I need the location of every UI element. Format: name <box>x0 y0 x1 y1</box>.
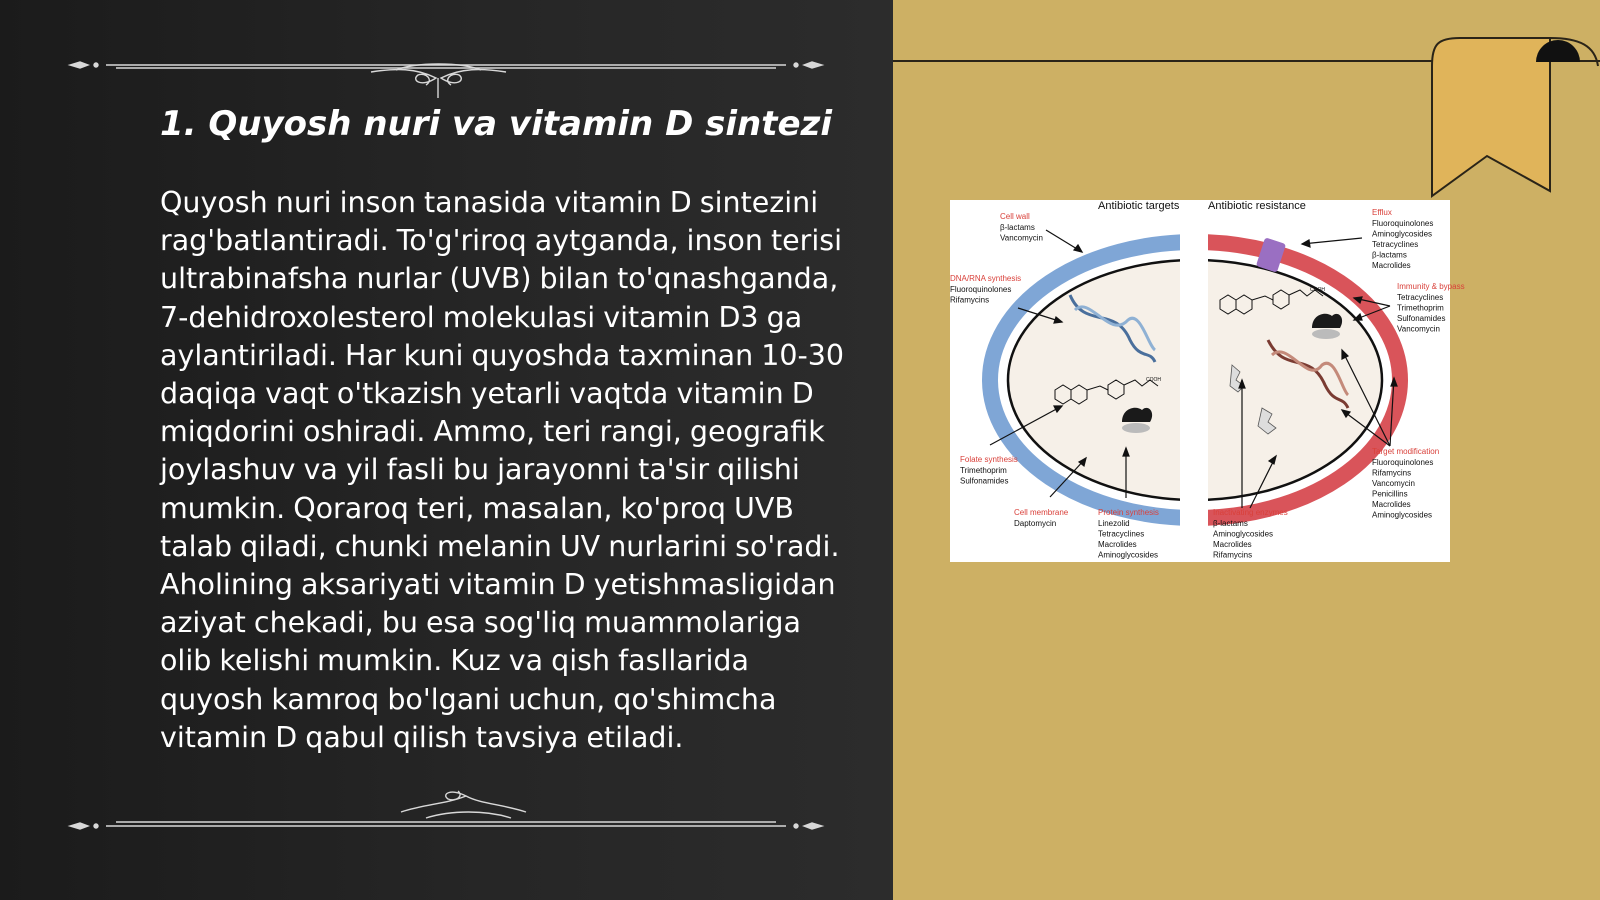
right-group-title: Efflux <box>1372 208 1392 217</box>
right-group-item: Aminoglycosides <box>1372 229 1433 239</box>
right-group-item: Rifamycins <box>1213 550 1253 560</box>
slide-title: 1. Quyosh nuri va vitamin D sintezi <box>160 104 832 144</box>
cooh-label: COOH <box>1146 377 1161 383</box>
left-group-item: β-lactams <box>1000 223 1035 232</box>
right-group-item: β-lactams <box>1213 519 1248 528</box>
left-group-item: Daptomycin <box>1014 519 1057 528</box>
antibiotic-diagram <box>950 200 1465 562</box>
right-group-item: Aminoglycosides <box>1213 529 1274 539</box>
antibiotic-diagram-svg <box>950 200 1465 562</box>
cooh-label: COOH <box>1310 287 1325 293</box>
right-group-item: Vancomycin <box>1372 479 1415 488</box>
left-group-title: Folate synthesis <box>960 455 1018 464</box>
slide-body-text: Quyosh nuri inson tanasida vitamin D sintezini rag'batlantiradi. To'g'riroq aytganda, inson terisi ultrabinafsha nurlar (UVB) bilan to'qnashganda, 7-dehidroxolesterol molekulasi vitamin D3 ga aylantiriladi. Har kuni quyoshda taxminan 10-30 daqiqa vaqt o'tkazish yetarli vaqtda vitamin D miqdorini oshiradi. Ammo, teri rangi, geografik joylashuv va yil fasli bu jarayonni ta'sir qilishi mumkin. Qoraroq teri, masalan, ko'proq UVB talab qiladi, chunki melanin UV nurlarini so'radi. Aholining aksariyati vitamin D yetishmasligidan aziyat chekadi, bu esa sog'liq muammolariga olib kelishi mumkin. Kuz va qish fasllarida quyosh kamroq bo'lgani uchun, qo'shimcha vitamin D qabul qilish tavsiya etiladi. <box>160 186 845 754</box>
left-group-title: Cell wall <box>1000 212 1030 221</box>
left-group-item: Fluoroquinolones <box>950 285 1012 294</box>
heading-antibiotic-resistance: Antibiotic resistance <box>1208 200 1306 212</box>
left-group-item: Sulfonamides <box>960 476 1009 486</box>
right-group-item: Aminoglycosides <box>1372 510 1433 520</box>
right-group-item: Sulfonamides <box>1397 314 1446 323</box>
right-group-item: Tetracyclines <box>1372 240 1419 249</box>
left-group-item: Rifamycins <box>950 295 990 305</box>
left-group-item: Trimethoprim <box>960 466 1007 475</box>
right-group-item: Macrolides <box>1372 261 1411 270</box>
right-group-title: Immunity & bypass <box>1397 282 1465 291</box>
bookmark-ribbon-icon <box>1430 36 1600 206</box>
left-group-item: Linezolid <box>1098 519 1130 528</box>
left-group-item: Tetracyclines <box>1098 529 1145 539</box>
right-group-item: Vancomycin <box>1397 324 1440 334</box>
left-group-item: Vancomycin <box>1000 233 1043 243</box>
right-group-item: β-lactams <box>1372 250 1407 260</box>
left-group-item: Aminoglycosides <box>1098 550 1159 560</box>
right-group-item: Fluoroquinolones <box>1372 458 1434 467</box>
left-group-title: Cell membrane <box>1014 508 1069 517</box>
left-group-title: Protein synthesis <box>1098 508 1159 517</box>
heading-antibiotic-targets: Antibiotic targets <box>1098 200 1180 212</box>
flourish-divider-icon <box>66 782 826 832</box>
right-group-item: Macrolides <box>1372 500 1411 509</box>
flourish-divider-icon <box>66 48 826 98</box>
right-group-item: Fluoroquinolones <box>1372 219 1434 228</box>
right-group-item: Macrolides <box>1213 540 1252 549</box>
right-group-item: Penicillins <box>1372 489 1408 499</box>
right-group-item: Trimethoprim <box>1397 303 1444 313</box>
left-group-item: Macrolides <box>1098 540 1137 549</box>
right-group-title: Target modification <box>1372 447 1440 456</box>
left-group-title: DNA/RNA synthesis <box>950 274 1022 283</box>
right-group-item: Tetracyclines <box>1397 293 1444 302</box>
right-group-title: Inactivating enzymes <box>1213 508 1288 517</box>
right-group-item: Rifamycins <box>1372 468 1412 478</box>
